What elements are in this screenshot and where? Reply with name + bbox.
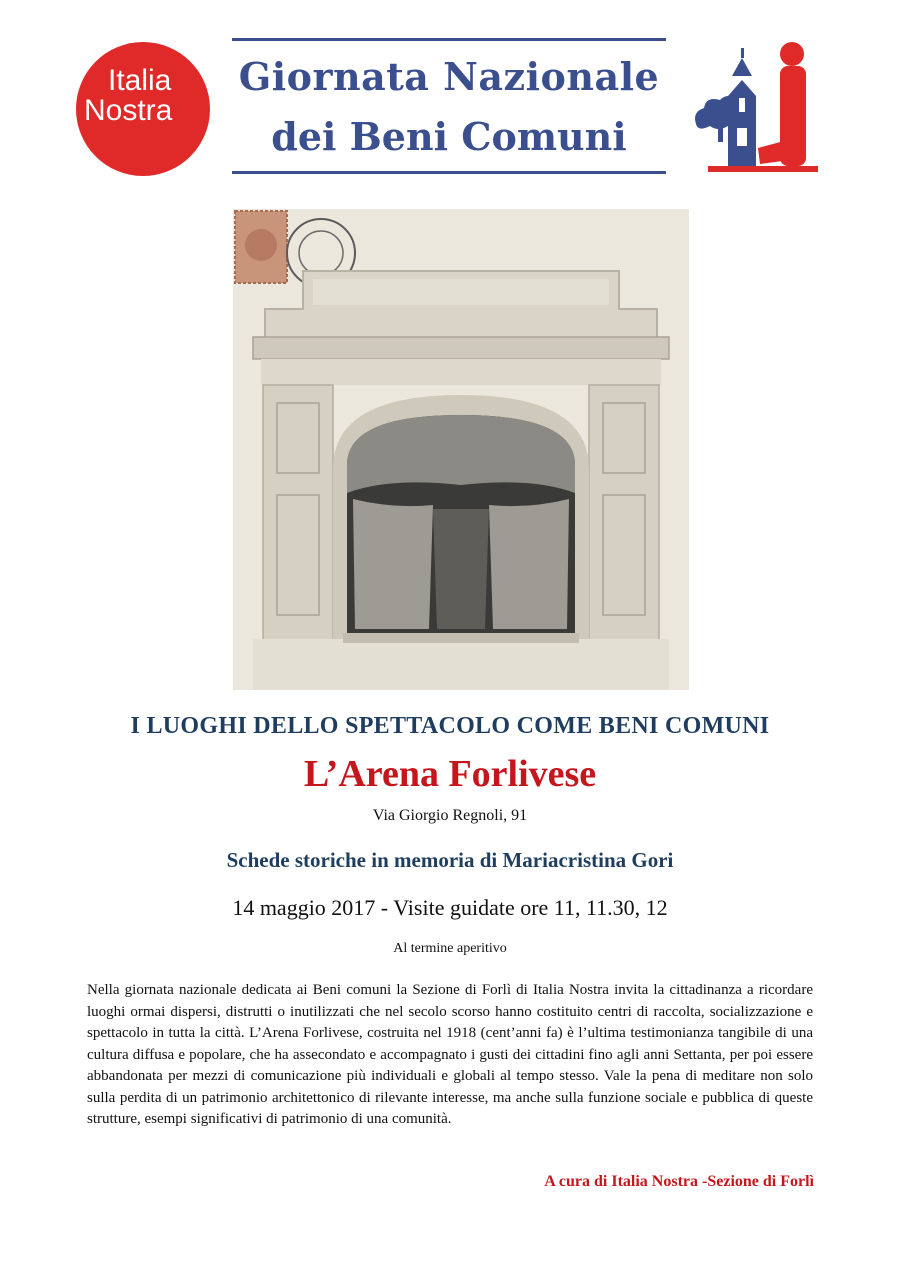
body-paragraph: Nella giornata nazionale dedicata ai Beni comuni la Sezione di Forlì di Italia Nostra invita la cittadinanza a ricordare luoghi ormai dispersi, distrutti o inutilizzati che nel secolo scorso hanno costituito centri di raccolta, socializzazione e spettacolo in tutta la città. L’Arena Forlivese, costruita nel 1918 (cent’anni fa) è l’ultima testimonianza tangibile di una cultura diffusa e popolare, che ha assecondato e accompagnato i gusti dei cittadini fino agli anni Settanta, per poi essere abbandonata per mezzi di comunicazione più individuali e globali al tempo stesso. Vale la pena di meditare non solo sulla perdita di un patrimonio architettonico di rilevante interesse, ma anche sulla funzione sociale e pubblica di queste strutture, esempi significativi di patrimonio di una comunità.: [87, 982, 813, 1127]
event-banner: [232, 38, 666, 174]
page-title: L’Arena Forlivese: [303, 753, 597, 795]
section-subtitle: I LUOGHI DELLO SPETTACOLO COME BENI COMUNI: [130, 713, 770, 739]
banner-line-2: dei Beni Comuni: [271, 114, 627, 159]
logo-line-nostra: Nostra: [84, 94, 173, 127]
theatre-postcard-image: [233, 209, 689, 690]
church-tree-emblem-icon: [688, 36, 822, 176]
logo-line-italia: Italia: [108, 64, 172, 97]
aperitivo-note: Al termine aperitivo: [393, 941, 507, 956]
curator-credit: A cura di Italia Nostra -Sezione di Forlì: [544, 1173, 814, 1190]
event-date: 14 maggio 2017 - Visite guidate ore 11, 11.30, 12: [232, 895, 668, 920]
address: Via Giorgio Regnoli, 91: [372, 807, 528, 824]
memorial-subtitle: Schede storiche in memoria di Mariacristina Gori: [226, 848, 674, 872]
italia-nostra-logo: [76, 42, 210, 176]
banner-line-1: Giornata Nazionale: [238, 54, 660, 99]
